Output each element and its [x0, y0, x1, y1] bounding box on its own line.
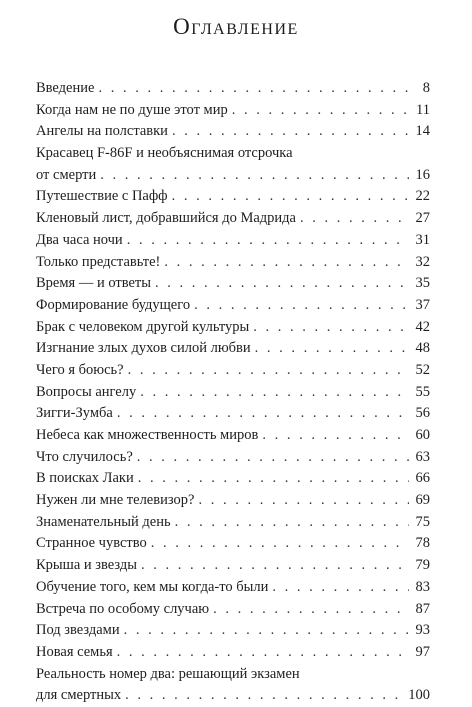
dot-leader — [127, 230, 409, 252]
toc-entry-title: Красавец F-86F и необъяснимая отсрочка — [36, 145, 293, 162]
dot-leader — [172, 186, 409, 208]
toc-entry — [36, 599, 430, 621]
dot-leader — [253, 317, 409, 339]
dot-leader — [164, 252, 409, 274]
toc-page-number: 8 — [422, 80, 430, 96]
toc-page-number: 97 — [415, 643, 430, 660]
toc-page-number: 69 — [415, 492, 430, 509]
toc-entry-title: Нужен ли мне телевизор? — [36, 492, 195, 509]
dot-leader — [138, 468, 409, 490]
toc-page-number: 83 — [415, 578, 430, 595]
toc-line — [36, 512, 430, 534]
toc-line — [36, 403, 430, 425]
toc-line — [36, 447, 430, 469]
dot-leader — [117, 403, 409, 425]
toc-page-number: 79 — [415, 557, 430, 574]
toc-line — [36, 121, 430, 143]
dot-leader — [172, 121, 409, 143]
toc-entry — [36, 78, 430, 100]
dot-leader — [213, 599, 409, 621]
toc-line — [36, 360, 430, 382]
toc-entry — [36, 642, 430, 664]
toc-entry-title: Вопросы ангелу — [36, 383, 137, 400]
toc-entry — [36, 360, 430, 382]
toc-entry — [36, 664, 430, 707]
toc-line — [36, 555, 430, 577]
dot-leader — [124, 620, 409, 642]
toc-entry — [36, 382, 430, 404]
toc-line — [36, 642, 430, 664]
toc-line — [36, 273, 430, 295]
toc-line — [36, 599, 430, 621]
toc-entry-title: Небеса как множественность миров — [36, 427, 259, 443]
toc-entry-title: Чего я боюсь? — [36, 361, 124, 378]
toc-entry — [36, 252, 430, 274]
toc-entry-title: Новая семья — [36, 643, 113, 660]
toc-entry-title: Встреча по особому случаю — [36, 600, 210, 617]
toc-line — [36, 338, 430, 360]
toc-line — [36, 620, 430, 642]
toc-page-number: 37 — [415, 296, 430, 313]
toc-entry — [36, 186, 430, 208]
dot-leader — [300, 208, 409, 230]
toc-entry — [36, 208, 430, 230]
toc-entry-title: Когда нам не по душе этот мир — [36, 101, 228, 118]
dot-leader — [155, 273, 409, 295]
dot-leader — [117, 642, 409, 664]
dot-leader — [141, 555, 409, 577]
dot-leader — [151, 533, 409, 555]
toc-entry — [36, 230, 430, 252]
toc-entry — [36, 295, 430, 317]
toc-entry-title: от смерти — [36, 166, 97, 183]
toc-page-number: 63 — [415, 448, 430, 465]
toc-line — [36, 100, 430, 122]
toc-line — [36, 664, 430, 686]
toc-page-number: 78 — [415, 535, 430, 552]
toc-page-number: 87 — [415, 600, 430, 617]
toc-entry — [36, 100, 430, 122]
toc-line — [36, 577, 430, 599]
dot-leader — [125, 685, 405, 707]
toc-entry-title: Формирование будущего — [36, 296, 191, 313]
toc-entry — [36, 490, 430, 512]
toc-page-number: 32 — [415, 253, 430, 270]
toc-entry-title: для смертных — [36, 687, 122, 704]
toc-entry — [36, 317, 430, 339]
toc-line — [36, 425, 430, 447]
toc-entry — [36, 338, 430, 360]
toc-line — [36, 382, 430, 404]
toc-line — [36, 230, 430, 252]
dot-leader — [137, 447, 409, 469]
toc-entry-title: Под звездами — [36, 622, 120, 639]
toc-page-number: 55 — [415, 383, 430, 400]
dot-leader — [140, 382, 409, 404]
toc-entry — [36, 577, 430, 599]
toc-entry-title: Обучение того, кем мы когда-то были — [36, 578, 269, 595]
toc-line — [36, 533, 430, 555]
dot-leader — [232, 100, 409, 122]
toc-page-number: 52 — [415, 361, 430, 378]
toc-page-number: 93 — [415, 622, 430, 639]
toc-line — [36, 208, 430, 230]
toc-page-number: 14 — [415, 123, 430, 140]
toc-page-number: 66 — [415, 470, 430, 487]
dot-leader — [128, 360, 409, 382]
toc-line — [36, 165, 430, 187]
toc-entry-title: Время — и ответы — [36, 275, 152, 292]
dot-leader — [198, 490, 409, 512]
toc-entry-title: Два часа ночи — [36, 231, 123, 248]
dot-leader — [100, 165, 409, 187]
toc-entry-title: Знаменательный день — [36, 513, 171, 530]
toc-page-number: 31 — [415, 231, 430, 248]
toc-page-number: 27 — [415, 210, 430, 227]
dot-leader — [255, 338, 409, 360]
toc-entry-title: Изгнание злых духов силой любви — [36, 340, 251, 357]
toc-entry — [36, 273, 430, 295]
toc-entry-title: Путешествие с Пафф — [36, 188, 168, 205]
toc-page-number: 60 — [415, 427, 430, 443]
toc-line — [36, 468, 430, 490]
page-title: Оглавление — [173, 14, 299, 39]
dot-leader — [262, 425, 409, 447]
dot-leader — [98, 78, 409, 100]
toc-line — [36, 143, 430, 165]
toc-entry-title: Крыша и звезды — [36, 557, 137, 574]
toc-entry — [36, 403, 430, 425]
toc-entry — [36, 143, 430, 186]
toc-line — [36, 186, 430, 208]
toc-line — [36, 295, 430, 317]
toc-entry-title: Только представьте! — [36, 253, 161, 270]
dot-leader — [272, 577, 409, 599]
toc-entry-title: Брак с человеком другой культуры — [36, 318, 250, 335]
toc-entry — [36, 447, 430, 469]
toc-page-number: 16 — [415, 166, 430, 183]
toc-page-number: 56 — [415, 405, 430, 422]
table-of-contents — [36, 78, 430, 707]
toc-page-number: 22 — [415, 188, 430, 205]
toc-entry — [36, 620, 430, 642]
toc-entry-title: Введение — [36, 80, 95, 96]
toc-entry — [36, 425, 430, 447]
toc-entry — [36, 121, 430, 143]
toc-line — [36, 78, 430, 100]
toc-entry-title: Кленовый лист, добравшийся до Мадрида — [36, 210, 296, 227]
toc-line — [36, 490, 430, 512]
toc-entry — [36, 512, 430, 534]
toc-entry-title: В поисках Лаки — [36, 470, 134, 487]
toc-entry — [36, 468, 430, 490]
toc-line — [36, 317, 430, 339]
toc-entry-title: Реальность номер два: решающий экзамен — [36, 665, 300, 682]
toc-entry — [36, 555, 430, 577]
toc-entry-title: Странное чувство — [36, 535, 147, 552]
toc-entry — [36, 533, 430, 555]
toc-page-number: 11 — [416, 101, 430, 118]
toc-page-number: 42 — [415, 318, 430, 335]
toc-page-number: 75 — [415, 513, 430, 530]
dot-leader — [175, 512, 409, 534]
toc-entry-title: Ангелы на полставки — [36, 123, 168, 140]
dot-leader — [194, 295, 409, 317]
toc-page-number: 35 — [415, 275, 430, 292]
toc-entry-title: Зигги-Зумба — [36, 405, 113, 422]
toc-line — [36, 685, 430, 707]
toc-line — [36, 252, 430, 274]
toc-page-number: 48 — [415, 340, 430, 357]
toc-entry-title: Что случилось? — [36, 448, 133, 465]
toc-page-number: 100 — [408, 687, 430, 704]
